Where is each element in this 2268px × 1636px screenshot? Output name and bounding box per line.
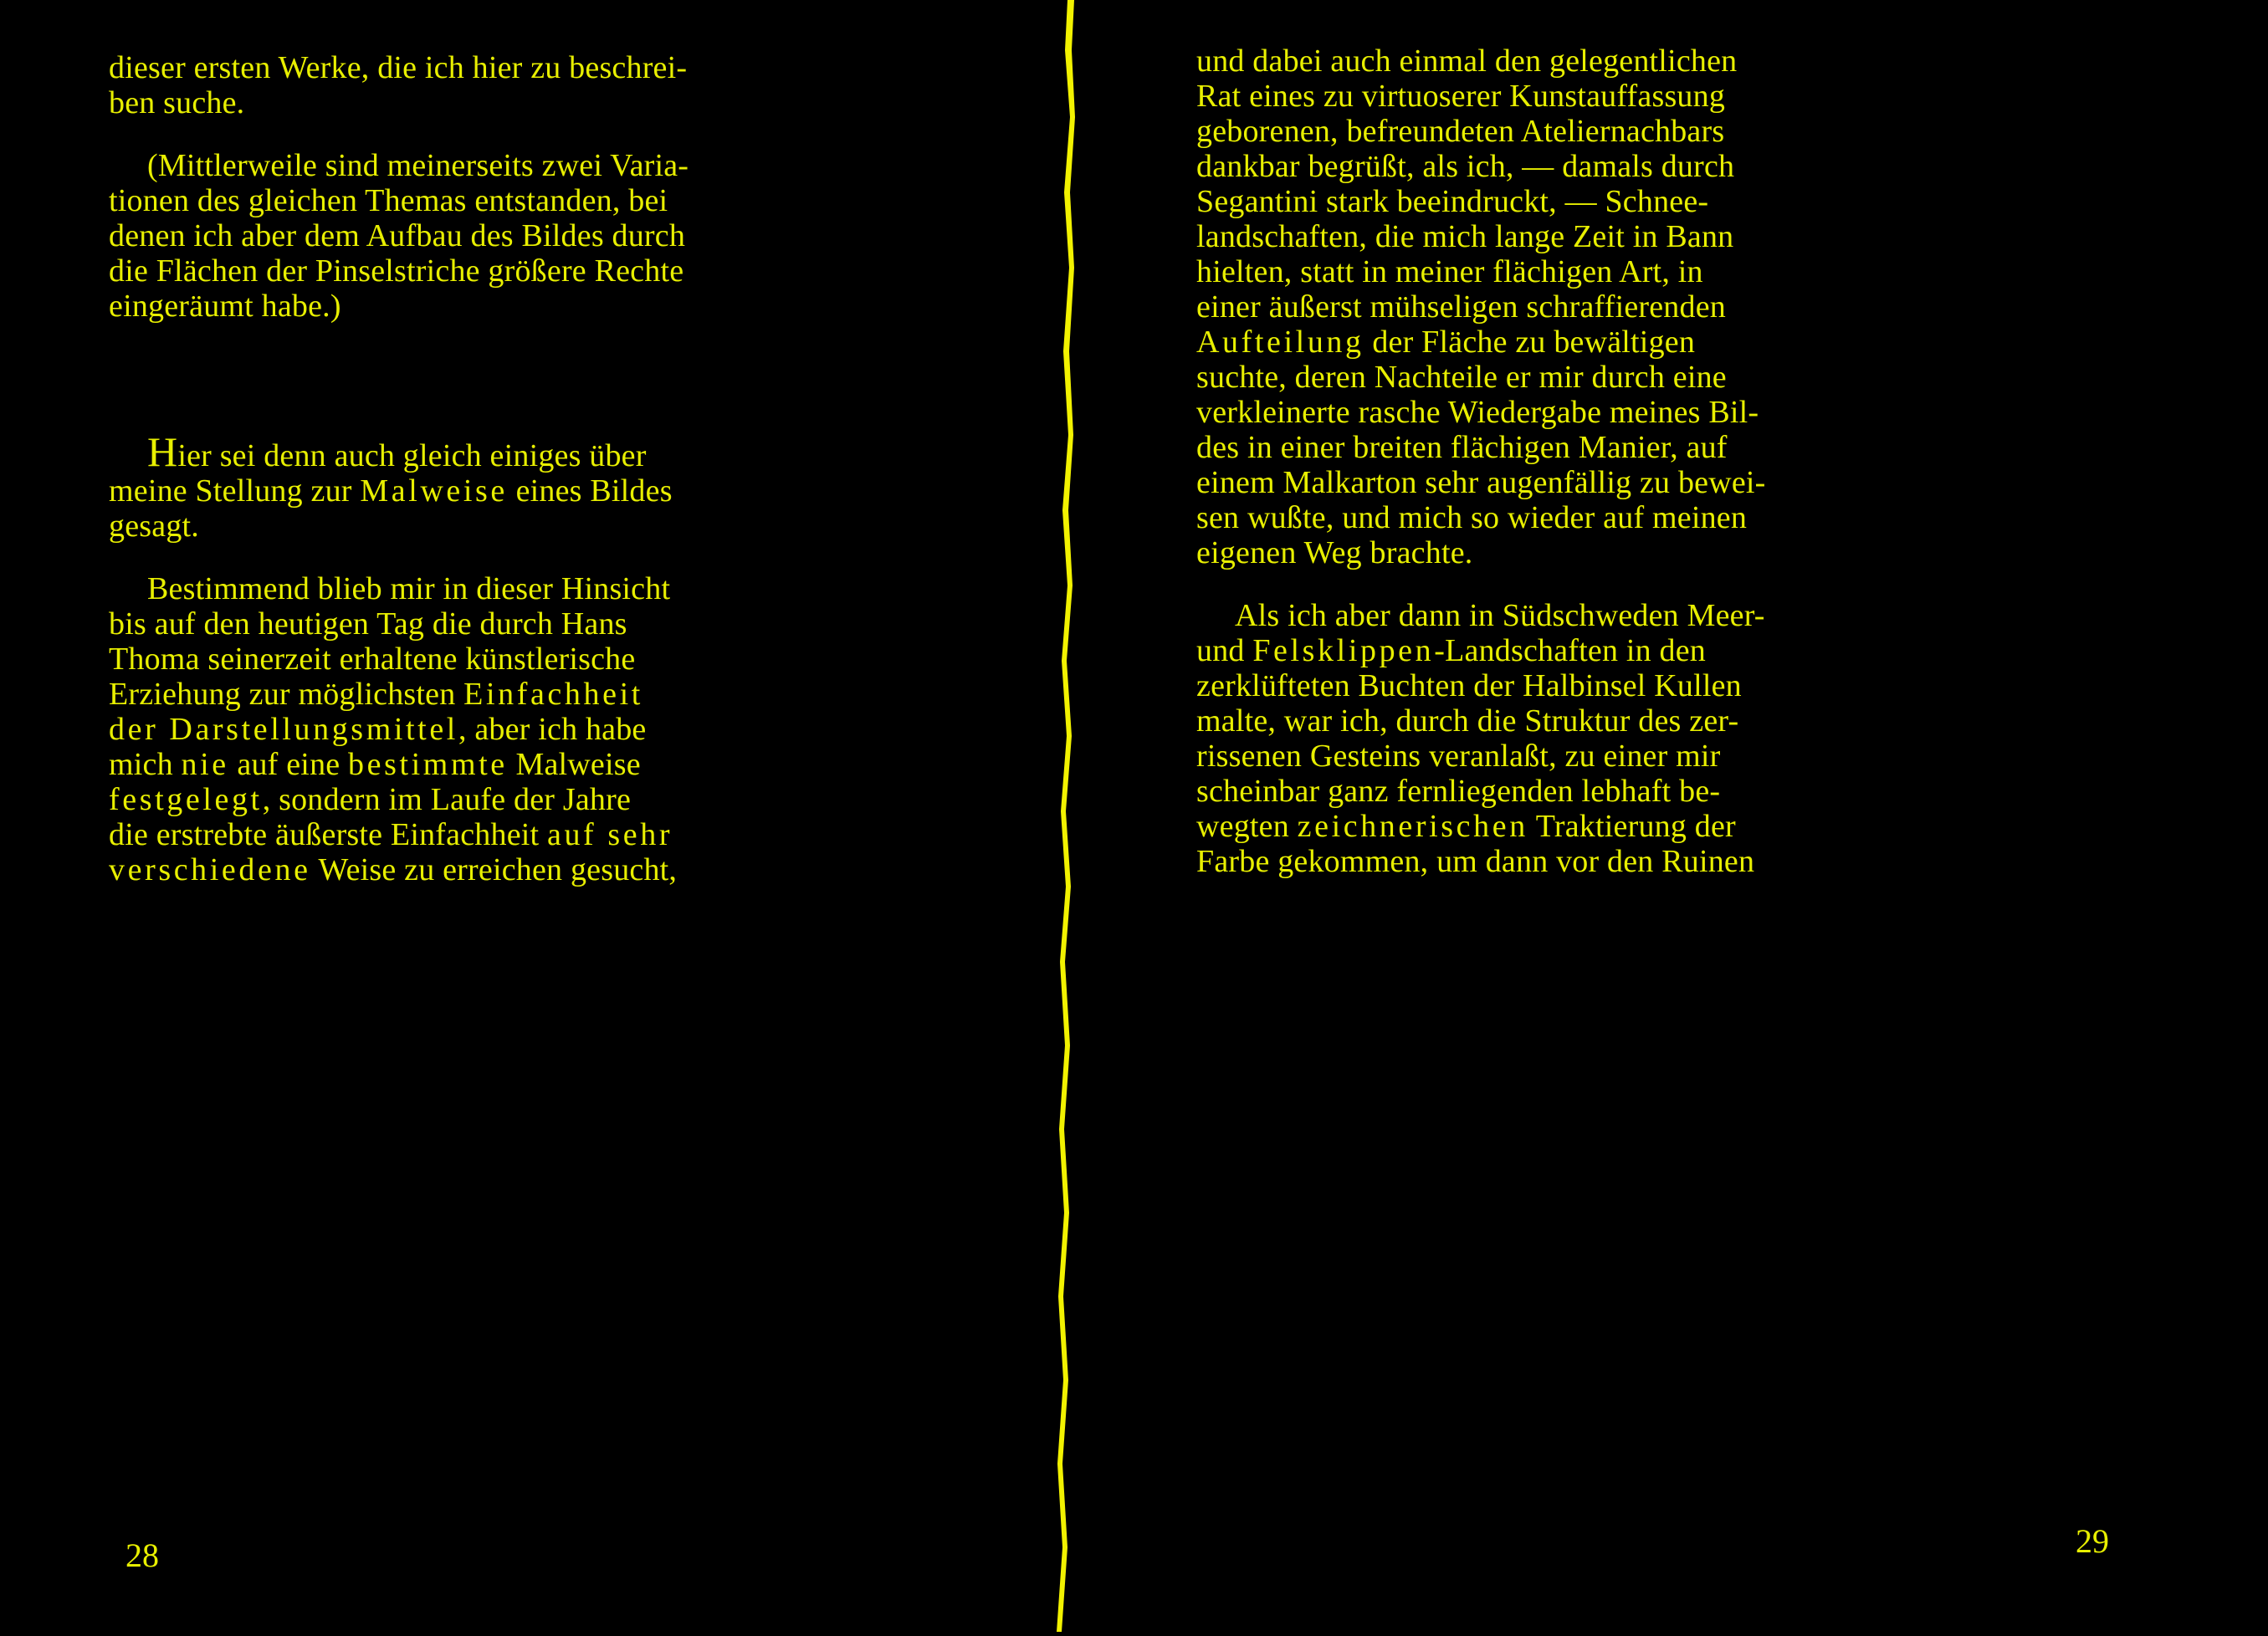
letterspaced-term: bestimmte <box>348 746 508 782</box>
letterspaced-term: nie <box>181 746 229 782</box>
line: Rat eines zu virtuoserer Kunstauffassung <box>1196 78 1726 114</box>
paragraph-1 <box>1196 43 2109 570</box>
line: Thoma seinerzeit erhaltene künstlerische <box>109 641 636 677</box>
line: des in einer breiten flächigen Manier, auf <box>1196 429 1728 465</box>
paragraph-2 <box>1196 598 2109 879</box>
letterspaced-term: Malweise <box>360 473 508 509</box>
page-right <box>1121 0 2268 1632</box>
line: Traktierung der <box>1528 808 1736 844</box>
line: , aber ich habe <box>458 711 647 747</box>
line: Als ich aber dann in Südschweden Meer- <box>1235 597 1765 633</box>
line: die Flächen der Pinselstriche größere Rechte <box>109 253 684 289</box>
page-left <box>0 0 1062 1632</box>
line: einem Malkarton sehr augenfällig zu bewei- <box>1196 464 1766 500</box>
line: rissenen Gesteins veranlaßt, zu einer mir <box>1196 738 1721 774</box>
letterspaced-term: der Darstellungsmittel <box>109 711 458 747</box>
letterspaced-term: zeichnerischen <box>1297 808 1528 844</box>
gutter-tear-shape <box>1052 0 1089 1632</box>
letterspaced-term: Felsklippen <box>1252 632 1435 668</box>
page-number-left: 28 <box>125 1536 159 1574</box>
line: bis auf den heutigen Tag die durch Hans <box>109 606 627 642</box>
paragraph-spacer <box>109 351 983 435</box>
line: dieser ersten Werke, die ich hier zu beschrei- <box>109 50 688 85</box>
paragraph-3 <box>109 427 983 544</box>
line: die erstrebte äußerste Einfachheit <box>109 816 547 852</box>
line: Erziehung zur möglichsten <box>109 676 464 712</box>
line: (Mittlerweile sind meinerseits zwei Varia- <box>147 147 689 183</box>
line: der Fläche zu bewältigen <box>1364 324 1696 360</box>
paragraph-1 <box>109 50 983 120</box>
line: Malweise <box>507 746 641 782</box>
line: suchte, deren Nachteile er mir durch eine <box>1196 359 1727 395</box>
line: eingeräumt habe.) <box>109 288 341 324</box>
line: sen wußte, und mich so wieder auf meinen <box>1196 499 1748 535</box>
line: Segantini stark beeindruckt, — Schnee- <box>1196 183 1709 219</box>
line: landschaften, die mich lange Zeit in Bann <box>1196 218 1734 254</box>
letterspaced-term: Einfachheit <box>463 676 643 712</box>
letterspaced-term: Aufteilung <box>1196 324 1364 360</box>
line: auf eine <box>228 746 349 782</box>
line: gesagt. <box>109 508 199 544</box>
line: malte, war ich, durch die Struktur des zer- <box>1196 703 1739 739</box>
paragraph-2 <box>109 148 983 324</box>
letterspaced-term: festgelegt <box>109 781 263 817</box>
line: Weise zu erreichen gesucht, <box>310 851 678 887</box>
line: scheinbar ganz fernliegenden lebhaft be- <box>1196 773 1721 809</box>
line: verkleinerte rasche Wiedergabe meines Bil- <box>1196 394 1759 430</box>
line: Farbe gekommen, um dann vor den Ruinen <box>1196 843 1755 879</box>
line: hielten, statt in meiner flächigen Art, in <box>1196 253 1703 289</box>
line: denen ich aber dem Aufbau des Bildes durch <box>109 217 686 253</box>
letterspaced-term: auf sehr <box>546 816 673 852</box>
line: wegten <box>1196 808 1298 844</box>
paragraph-4 <box>109 571 983 887</box>
line: ier sei denn auch gleich einiges über <box>177 437 647 473</box>
page-left-text-column <box>109 50 983 887</box>
line: einer äußerst mühseligen schraffierenden <box>1196 289 1726 325</box>
line: , sondern im Laufe der Jahre <box>262 781 632 817</box>
line: tionen des gleichen Themas entstanden, bei <box>109 182 668 218</box>
letterspaced-term: verschiedene <box>109 851 311 887</box>
line: ben suche. <box>109 84 245 120</box>
line: zerklüfteten Buchten der Halbinsel Kullen <box>1196 667 1742 703</box>
line: -Landschaften in den <box>1434 632 1707 668</box>
line: meine Stellung zur <box>109 473 361 509</box>
page-right-text-column <box>1196 43 2109 879</box>
page-gutter-tear <box>1052 0 1089 1632</box>
page-number-right: 29 <box>2076 1522 2109 1560</box>
line: Bestimmend blieb mir in dieser Hinsicht <box>147 570 671 606</box>
line: eigenen Weg brachte. <box>1196 534 1473 570</box>
line: geborenen, befreundeten Ateliernachbars <box>1196 113 1725 149</box>
drop-capital: H <box>147 427 178 475</box>
line: und dabei auch einmal den gelegentlichen <box>1196 43 1738 79</box>
line: mich <box>109 746 182 782</box>
line: eines Bildes <box>507 473 673 509</box>
line: dankbar begrüßt, als ich, — damals durch <box>1196 148 1735 184</box>
line: und <box>1196 632 1253 668</box>
